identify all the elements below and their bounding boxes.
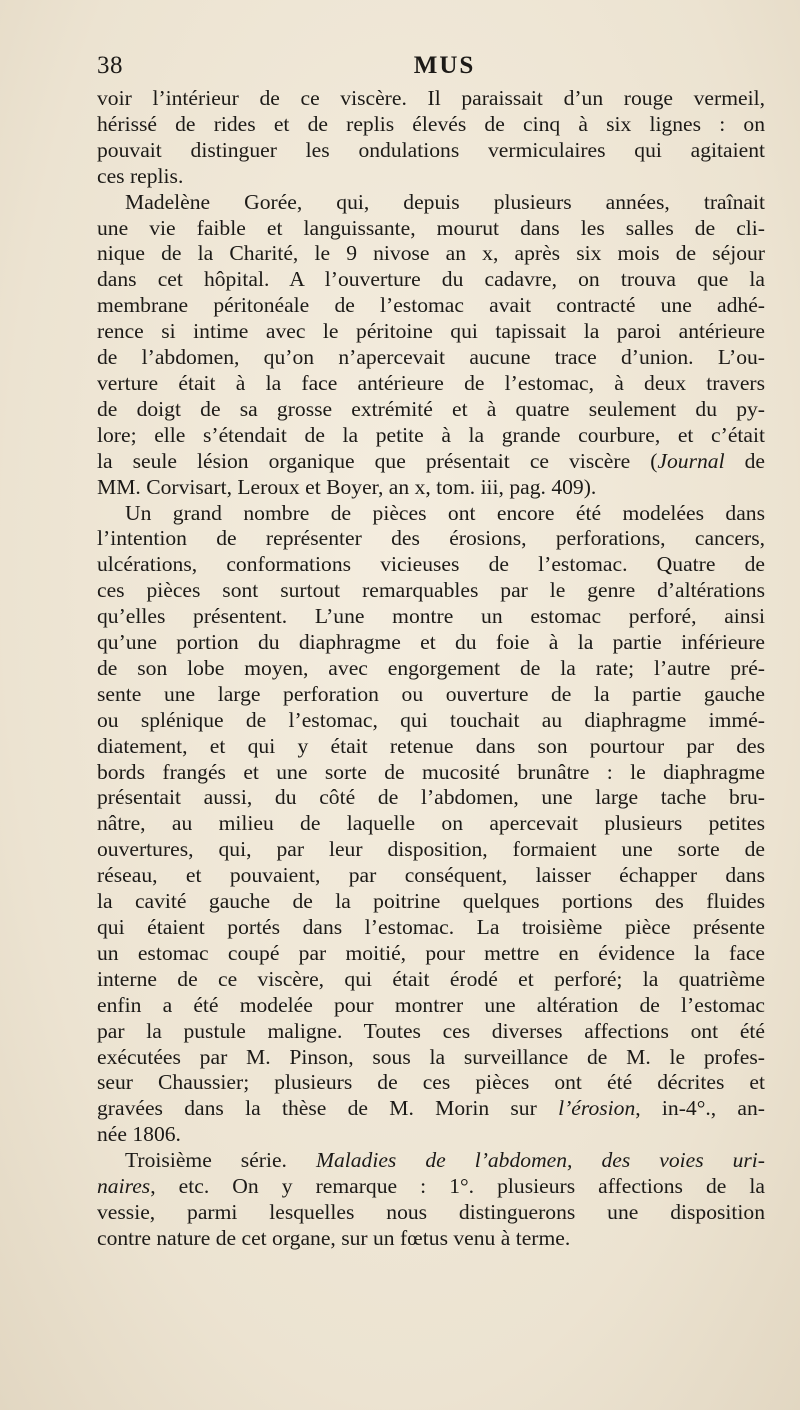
text-line xyxy=(97,734,765,760)
text-line xyxy=(97,1148,765,1174)
text-line xyxy=(97,423,765,449)
text-line xyxy=(97,526,765,552)
text-segment: ouvertures, qui, par leur disposition, formaient une sorte de xyxy=(97,837,765,862)
text-segment: la cavité gauche de la poitrine quelques portions des fluides xyxy=(97,889,765,914)
text-segment: ces pièces sont surtout remarquables par le genre d’altérations xyxy=(97,578,765,603)
text-segment: exécutées par M. Pinson, sous la surveillance de M. le profes- xyxy=(97,1044,765,1069)
text-line xyxy=(97,967,765,993)
running-head: MUS xyxy=(413,52,476,79)
text-line xyxy=(97,656,765,682)
text-segment: vessie, parmi lesquelles nous distinguerons une disposition xyxy=(97,1199,765,1224)
text-line xyxy=(97,1226,765,1252)
text-segment: présentait aussi, du côté de l’abdomen, une large tache bru- xyxy=(97,785,765,810)
italic-text: Maladies de l’abdomen, des voies uri- xyxy=(315,1148,765,1173)
text-line xyxy=(97,371,765,397)
text-segment: seur Chaussier; plusieurs de ces pièces ont été décrites et xyxy=(97,1070,765,1095)
text-segment: rence si intime avec le péritoine qui tapissait la paroi antérieure xyxy=(97,319,765,344)
text-line xyxy=(97,1200,765,1226)
text-segment: verture était à la face antérieure de l’estomac, à deux travers xyxy=(97,370,765,395)
text-line xyxy=(97,863,765,889)
text-segment: ulcérations, conformations vicieuses de l’estomac. Quatre de xyxy=(97,552,765,577)
text-line xyxy=(97,216,765,242)
text-line xyxy=(97,138,765,164)
text-segment: la seule lésion organique que présentait ce viscère ( xyxy=(97,448,658,473)
text-line xyxy=(97,837,765,863)
text-line xyxy=(97,760,765,786)
text-segment: nâtre, au milieu de laquelle on apercevait plusieurs petites xyxy=(97,811,765,836)
text-segment: bords frangés et une sorte de mucosité brunâtre : le diaphragme xyxy=(97,759,765,784)
text-segment: réseau, et pouvaient, par conséquent, laisser échapper dans xyxy=(97,863,765,888)
text-line xyxy=(97,708,765,734)
text-line xyxy=(97,682,765,708)
text-segment: ou splénique de l’estomac, qui touchait au diaphragme immé- xyxy=(97,707,765,732)
text-segment: , etc. On y remarque : 1°. plusieurs affections de la xyxy=(150,1174,765,1199)
page-header xyxy=(97,52,762,86)
text-segment: Troisième série. xyxy=(125,1148,316,1173)
text-line xyxy=(97,604,765,630)
text-line xyxy=(97,941,765,967)
text-segment: enfin a été modelée pour montrer une altération de l’estomac xyxy=(97,992,765,1017)
italic-text: l’érosion xyxy=(558,1096,636,1121)
text-line xyxy=(97,1096,765,1122)
text-segment: voir l’intérieur de ce viscère. Il paraissait d’un rouge vermeil, xyxy=(97,86,765,110)
text-segment: gravées dans la thèse de M. Morin sur xyxy=(97,1096,559,1121)
text-line xyxy=(97,501,765,527)
text-segment: Un grand nombre de pièces ont encore été modelées dans xyxy=(125,500,765,525)
paragraph xyxy=(97,1148,765,1252)
text-line xyxy=(97,86,765,112)
text-line xyxy=(97,1070,765,1096)
text-segment: qu’une portion du diaphragme et du foie à la partie inférieure xyxy=(97,630,765,655)
text-line xyxy=(97,267,765,293)
paragraph xyxy=(97,190,765,501)
text-segment: de son lobe moyen, avec engorgement de la rate; l’autre pré- xyxy=(97,655,765,680)
text-segment: de doigt de sa grosse extrémité et à quatre seulement du py- xyxy=(97,396,765,421)
text-segment: nique de la Charité, le 9 nivose an x, après six mois de séjour xyxy=(97,241,765,266)
text-segment: qu’elles présentent. L’une montre un estomac perforé, ainsi xyxy=(97,604,765,629)
text-segment: lore; elle s’étendait de la petite à la grande courbure, et c’était xyxy=(97,422,765,447)
text-segment: l’intention de représenter des érosions, perforations, cancers, xyxy=(97,526,765,551)
text-segment: sente une large perforation ou ouverture de la partie gauche xyxy=(97,681,765,706)
text-segment: qui étaient portés dans l’estomac. La troisième pièce présente xyxy=(97,915,765,939)
text-segment: de l’abdomen, qu’on n’apercevait aucune trace d’union. L’ou- xyxy=(97,345,765,370)
text-line xyxy=(97,993,765,1019)
text-line xyxy=(97,319,765,345)
text-segment: par la pustule maligne. Toutes ces diverses affections ont été xyxy=(97,1018,765,1043)
text-segment: de xyxy=(724,448,766,473)
text-line xyxy=(97,112,765,138)
text-segment: une vie faible et languissante, mourut dans les salles de cli- xyxy=(97,215,765,240)
text-segment: Madelène Gorée, qui, depuis plusieurs années, traînait xyxy=(125,189,765,214)
body-text xyxy=(97,86,765,1252)
page-number: 38 xyxy=(97,52,123,79)
text-line xyxy=(97,449,765,475)
text-segment: interne de ce viscère, qui était érodé et perforé; la quatrième xyxy=(97,966,765,991)
text-line xyxy=(97,190,765,216)
text-line xyxy=(97,811,765,837)
text-line xyxy=(97,475,765,501)
text-line xyxy=(97,241,765,267)
paragraph xyxy=(97,86,765,190)
text-segment: membrane péritonéale de l’estomac avait contracté une adhé- xyxy=(97,293,765,318)
italic-text: Journal xyxy=(657,448,725,473)
text-segment: pouvait distinguer les ondulations vermiculaires qui agitaient xyxy=(97,137,765,162)
text-line xyxy=(97,630,765,656)
text-line xyxy=(97,578,765,604)
text-line xyxy=(97,1174,765,1200)
text-segment: un estomac coupé par moitié, pour mettre en évidence la face xyxy=(97,940,765,965)
text-line xyxy=(97,785,765,811)
text-segment: , in-4°., an- xyxy=(635,1096,765,1121)
text-line xyxy=(97,345,765,371)
text-segment: hérissé de rides et de replis élevés de cinq à six lignes : on xyxy=(97,111,765,136)
text-line xyxy=(97,1019,765,1045)
text-line xyxy=(97,1122,765,1148)
text-line xyxy=(97,1045,765,1071)
text-segment: contre nature de cet organe, sur un fœtus venu à terme. xyxy=(97,1225,571,1250)
paragraph xyxy=(97,501,765,1149)
text-line xyxy=(97,915,765,941)
text-line xyxy=(97,164,765,190)
text-segment: ces replis. xyxy=(97,163,184,188)
text-segment: née 1806. xyxy=(97,1122,181,1147)
text-segment: dans cet hôpital. A l’ouverture du cadavre, on trouva que la xyxy=(97,267,765,292)
text-segment: diatement, et qui y était retenue dans son pourtour par des xyxy=(97,733,765,758)
text-line xyxy=(97,552,765,578)
text-line xyxy=(97,889,765,915)
text-line xyxy=(97,397,765,423)
italic-text: naires xyxy=(97,1174,151,1199)
text-segment: MM. Corvisart, Leroux et Boyer, an x, tom. iii, pag. 409). xyxy=(97,474,597,499)
text-line xyxy=(97,293,765,319)
